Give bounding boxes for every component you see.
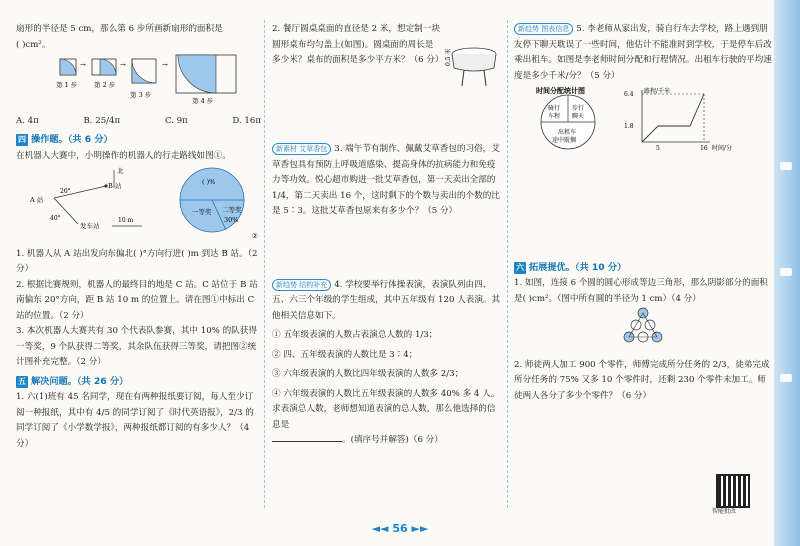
q4-fact-2: ② 四、五年级表演的人数比是 3∶4； [272,349,418,360]
start-station-label: 发车站 [80,222,100,230]
question-3-herb-bag [272,142,502,220]
qr-label: 智能批改 [712,508,737,515]
section-4-title: 操作题。（共 6 分） [31,134,113,145]
column-middle [272,22,502,449]
pie-walk: 步行 [572,105,585,112]
pie-taxi: 出租车 [558,129,577,136]
option-d[interactable]: D. 16π [232,115,261,126]
option-b[interactable]: B. 25/4π [83,115,121,126]
sector-steps-figure [16,53,261,105]
step4-sector [178,55,216,93]
sector-intro-2: ( )cm²。 [16,39,51,50]
q4-ending: 求表演总人数，老师想知道表演的总人数，那么他选择的信息是 [272,404,496,430]
q4-ending-2 [272,433,502,449]
line-y-label: 路程/千米 [644,88,671,95]
section-4-number: 四 [18,135,26,144]
question-7-parts: 2. 师徒两人加工 900 个零件，师傅完成所分任务的 2/3，徒弟完成所分任务的 75% 又多 10 个零件时，还剩 230 个零件未加工。师徒两人各分了多少个零件？（6 分） [514,359,770,401]
q5-text: 5. 李老师从家出发，骑自行车去学校，路上遇到朋友停下聊天耽误了一些时间，他估计不能准时到学校，于是停车后改乘出租车。如图是李老师时间分配和行程情况。出租车行驶的平均速度是多少千米/分？（5 分） [514,24,772,81]
svg-text:→: → [162,61,168,69]
pie-caption: ② [252,232,258,240]
step-label-2: 第 2 步 [94,81,116,89]
side-tab-strip [774,0,800,546]
time-pie-title: 时间分配统计图 [536,86,585,95]
question-6-circles: 1. 如图，连接 6 个圆的圆心形成等边三角形，那么阴影部分的面积是( )cm²。（图中所有圆的半径为 1 cm）（4 分） [514,278,768,304]
q4-fact-1: ① 五年级表演的人数占表演总人数的 1/3； [272,330,438,340]
pie-ride: 骑行 [548,105,561,112]
question-4-gymnastics [272,278,502,325]
section-6-number: 六 [516,262,524,272]
step-label-3: 第 3 步 [130,91,152,99]
divider-2 [507,20,508,508]
svg-text:→: → [80,61,86,69]
q4-ending-2-text: 。(填序号并解答)（6 分） [342,435,443,445]
svg-text:→: → [120,61,126,69]
line-x-tick-1: 5 [656,145,660,152]
section-6-title: 拓展提优。（共 10 分） [529,261,627,273]
section-5-heading [16,374,261,390]
q4-tag: 新趋势 结构补充 [272,279,331,291]
side-tab-marker-3 [780,374,792,382]
line-x-label: 时间/分 [712,145,733,152]
side-tab-marker-2 [780,268,792,276]
qr-code-icon[interactable] [716,474,750,508]
pie-second-percent: 30% [224,216,239,224]
scale-label: 10 m [118,217,134,224]
column-left [16,22,261,452]
question-5-travel [514,22,772,84]
north-label: 北 [117,167,124,175]
divider-1 [264,20,265,508]
robot-intro: 在机器人大赛中，小明操作的机器人的行走路线如图①。 [16,150,231,161]
sector-intro: 扇形的半径是 5 cm，那么第 6 步所画新扇形的面积是 [16,24,223,34]
pie-chat: 聊天 [572,113,585,120]
page-number: ◄◄ 56 ►► [371,522,429,535]
six-circles-figure [514,307,772,347]
round-table-figure [440,22,500,92]
distance-line [642,94,704,142]
angle-20: 20° [60,188,71,195]
line-y-tick-2: 1.8 [624,123,634,130]
pie-first-prize: 一等奖 [192,208,212,216]
robot-item-3: 3. 本次机器人大赛共有 30 个代表队参赛，其中 10% 的队获得一等奖，9 个队获得二等奖，其余队伍获得三等奖，请把图②统计图补充完整。（2 分） [16,326,257,367]
column-right [514,22,772,404]
a-station-label: A 站 [30,196,44,204]
q3-text: 3. 端午节有制作、佩戴艾草香包的习俗，艾草香包具有预防上呼吸道感染、提高身体的抗病能力和免疫力等功效。悦心超市购进一批艾草香包，第一天卖出全部的 1/4，第二天卖出 16 个，这时剩下的个数与卖出的个数的比是 5∶3。这批艾草香包原来有多少个？（5 分） [272,144,500,216]
travel-figures [514,84,772,154]
step3-sector [132,59,156,83]
angle-40: 40° [50,215,61,222]
options-row [16,114,261,130]
q4-fact-4: ④ 六年级表演的人数比五年级表演的人数多 40% 多 4 人。 [272,388,500,399]
q4-text: 4. 学校要举行体操表演，表演队列由四、五、六三个年级的学生组成，其中五年级有 120 人表演。其他相关信息如下。 [272,279,501,321]
section-5-title: 解决问题。（共 26 分） [31,375,129,387]
pie-blank-percent: ( )% [202,178,216,186]
line-y-tick-1: 6.4 [624,91,634,98]
section-5-number: 五 [18,376,26,386]
step-label-4: 第 4 步 [192,97,214,105]
q4-fact-3: ③ 六年级表演的人数比四年级表演的人数多 2/3； [272,369,464,379]
pie-second-prize: 二等奖 [222,206,242,214]
option-c[interactable]: C. 9π [164,115,188,126]
b-station-label: B 站 [108,182,122,190]
option-a[interactable]: A. 4π [16,115,39,126]
robot-item-1: 1. 机器人从 A 站出发向东偏北( )°方向行进( )m 到达 B 站。（2 分） [16,248,258,274]
section-4-heading [16,132,261,148]
q2-block [272,22,502,92]
step2-sector [100,59,116,75]
q3-tag: 新素材 艾草香包 [272,143,331,155]
pie-trip: 车程 [548,113,561,120]
pie-delay: 途中耽搁 [552,137,577,144]
q5-tag: 新趋势 图表信息 [514,23,573,35]
side-tab-marker-1 [780,162,792,170]
section-6-heading [514,260,772,276]
step1-sector [60,59,76,75]
question-1-newspapers: 1. 六(1)班有 45 名同学，现在有两种报纸要订阅，每人至少订阅一种报纸，其中有 4/5 的同学订阅了《时代英语报》，2/3 的同学订阅了《小学数学报》，两种报纸都订阅的有多少人？（4 分） [16,392,254,449]
robot-route-and-pie [16,164,261,240]
question-2-tablecloth: 2. 餐厅圆桌桌面的直径是 2 米，想定制一块圆形桌布均匀盖上(如图)。圆桌面的周长是多少米？桌布的面积是多少平方米？（6 分） [272,24,444,65]
table-dim-label: 0.5 米 [445,48,452,66]
step-label-1: 第 1 步 [56,81,78,89]
robot-item-2: 2. 根据比赛规则，机器人的最终目的地是 C 站。C 站位于 B 站南偏东 20°方向，距 B 站 10 m 的位置上。请在图①中标出 C 站的位置。（2 分） [16,279,258,321]
line-x-tick-2: 16 [700,145,708,152]
q4-answer-blank[interactable] [272,441,342,442]
